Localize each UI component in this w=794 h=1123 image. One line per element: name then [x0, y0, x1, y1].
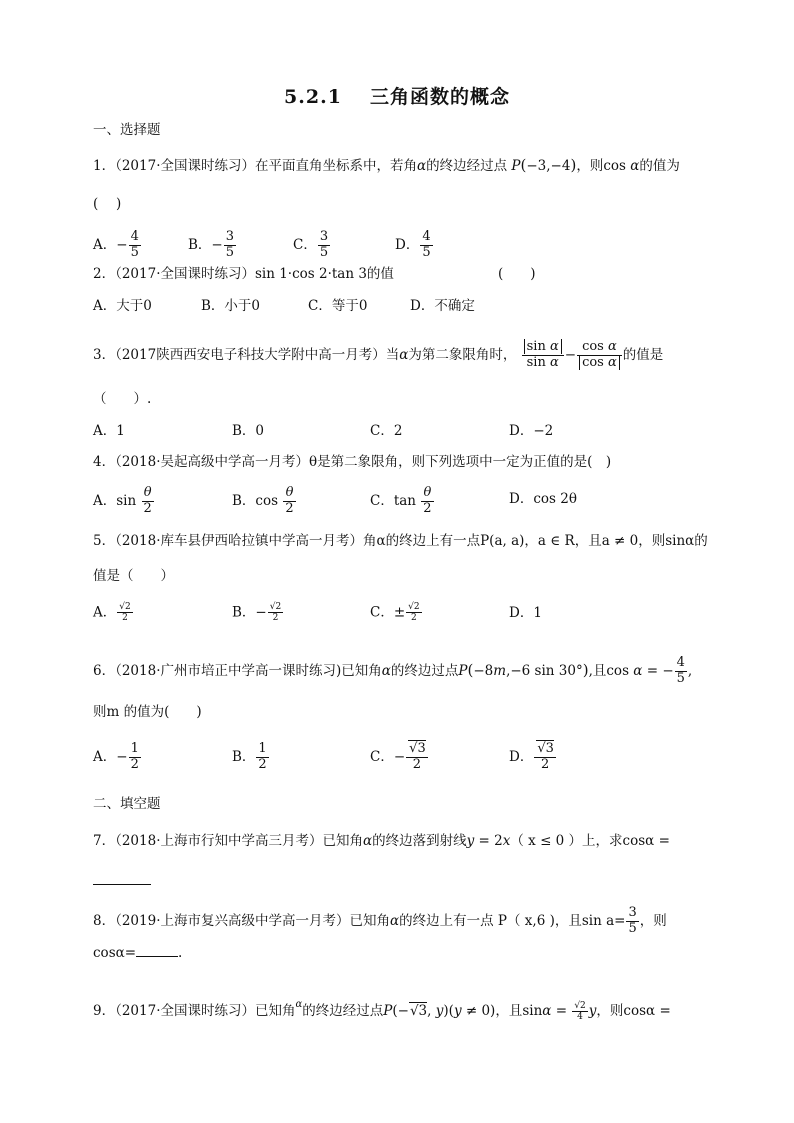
q6-option-b: B． $\frac{1}{2}$	[232, 741, 267, 772]
q6-option-c: C．− $\frac{√3}{2}$	[370, 741, 426, 772]
section-choice: 一、选择题	[93, 122, 161, 138]
q1-option-b: B．− $\frac{3}{5}$	[188, 229, 235, 260]
q8-stem: 8．（2019·上海市复兴高级中学高一月考）已知角α的终边上有一点 P（ x,6 )，且sin a= $\frac{3}{5}$ ，则	[93, 905, 667, 936]
q2-stem: 2．（2017·全国课时练习）sin 1·cos 2·tan 3的值	[93, 266, 394, 282]
title-number: 5.2.1	[284, 86, 342, 108]
q7-stem: 7．（2018·上海市行知中学高三月考）已知角α的终边落到射线y = 2x（ x ≤ 0 ）上，求cosα =	[93, 833, 670, 849]
q4-option-b: B．cos $\frac{\theta}{2}$	[232, 485, 294, 516]
q1-option-a: A．− $\frac{4}{5}$	[93, 229, 139, 260]
page-title	[0, 82, 794, 109]
q3-stem: 3．（2017陕西西安电子科技大学附中高一月考）当α为第二象限角时， $\frac{\text{sin α}}{\text{sin α}}$ − $\frac{\text{cos α}}{\text{cos α}}$ 的值是	[93, 339, 664, 370]
q4-option-a: A．sin $\frac{\theta}{2}$	[93, 485, 152, 516]
q5-option-c: C．± $\frac{√2}{2}$	[370, 602, 420, 624]
q6-line2: 则m 的值为( )	[93, 704, 202, 720]
q7-answer-blank	[93, 872, 151, 889]
q3-option-d: D．−2	[509, 423, 554, 439]
q6-option-d: D． $\frac{√3}{2}$	[509, 741, 554, 772]
q1-stem: 1．（2017·全国课时练习）在平面直角坐标系中，若角α的终边经过点 P(−3,−4)，则cos α的值为	[93, 156, 680, 174]
q5-line2: 值是（ ）	[93, 568, 174, 584]
q8-line2: cosα= .	[93, 945, 183, 961]
q5-option-a: A． $\frac{√2}{2}$	[93, 602, 131, 624]
q4-option-c: C．tan $\frac{\theta}{2}$	[370, 485, 432, 516]
q2-option-d: D．不确定	[410, 298, 475, 314]
q3-option-c: C．2	[370, 423, 403, 439]
q4-option-d: D．cos 2θ	[509, 491, 577, 507]
q6-stem: 6．（2018·广州市培正中学高一课时练习)已知角α的终边过点P(−8m,−6 sin 30°),且cos α = − $\frac{4}{5}$ ,	[93, 655, 693, 686]
q1-option-d: D． $\frac{4}{5}$	[395, 229, 431, 260]
title-text: 三角函数的概念	[369, 86, 510, 108]
q2-option-a: A．大于0	[93, 298, 152, 314]
q6-option-a: A．− $\frac{1}{2}$	[93, 741, 139, 772]
q2-option-b: B．小于0	[201, 298, 261, 314]
q2-paren: ( )	[498, 266, 536, 282]
q9-stem: 9．（2017·全国课时练习）已知角$^\alpha$的终边经过点P(−√3, y)(y ≠ 0)，且sinα = $\frac{√2}{4}$ y，则cosα =	[93, 999, 671, 1022]
q4-stem: 4．（2018·吴起高级中学高一月考）θ是第二象限角，则下列选项中一定为正值的是( )	[93, 454, 612, 470]
q3-paren: （ ）.	[93, 391, 152, 407]
q2-option-c: C．等于0	[308, 298, 368, 314]
q5-option-d: D．1	[509, 605, 542, 621]
q5-option-b: B．− $\frac{√2}{2}$	[232, 602, 282, 624]
q1-paren: ( )	[93, 196, 122, 212]
q3-option-b: B．0	[232, 423, 265, 439]
q3-option-a: A．1	[93, 423, 125, 439]
section-fill: 二、填空题	[93, 796, 161, 812]
q1-option-c: C． $\frac{3}{5}$	[293, 229, 329, 260]
q5-stem: 5．（2018·库车县伊西哈拉镇中学高一月考）角α的终边上有一点P(a, a)，a ∈ R，且a ≠ 0，则sinα的	[93, 533, 708, 549]
